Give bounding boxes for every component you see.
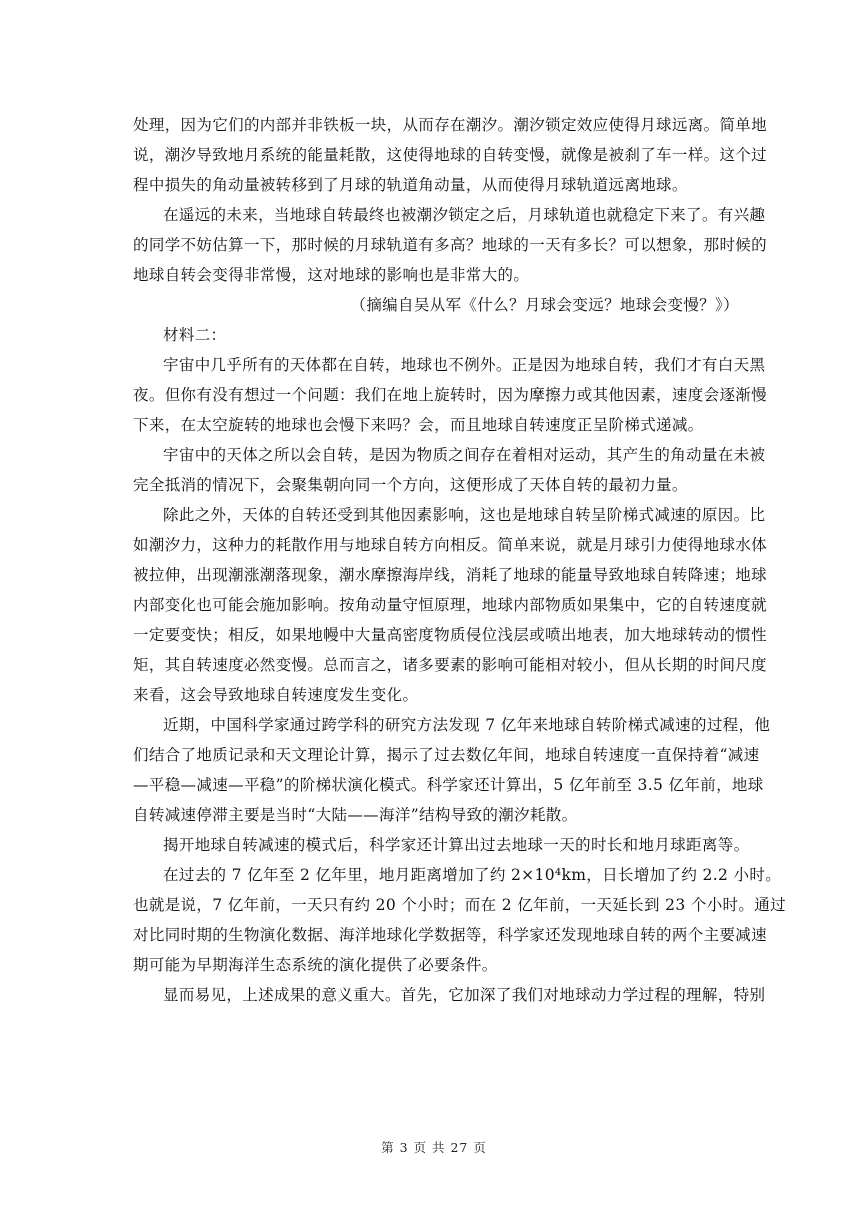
- text-line: 下来，在太空旋转的地球也会慢下来吗？会，而且地球自转速度正呈阶梯式递减。: [133, 416, 704, 434]
- text-line: 矩，其自转速度必然变慢。总而言之，诸多要素的影响可能相对较小，但从长期的时间尺度: [133, 656, 768, 674]
- section-heading: 材料二：: [163, 326, 227, 344]
- text-line: 内部变化也可能会施加影响。按角动量守恒原理，地球内部物质如果集中，它的自转速度就: [133, 596, 768, 614]
- text-line: 也就是说，7 亿年前，一天只有约 20 个小时；而在 2 亿年前，一天延长到 23 个小时。通过: [133, 896, 786, 914]
- paragraph-start-line: 近期，中国科学家通过跨学科的研究方法发现 7 亿年来地球自转阶梯式减速的过程，他: [163, 716, 771, 734]
- text-line: 的同学不妨估算一下，那时候的月球轨道有多高？地球的一天有多长？可以想象，那时候的: [133, 236, 768, 254]
- text-line: 一定要变快；相反，如果地幔中大量高密度物质侵位浅层或喷出地表，加大地球转动的惯性: [133, 626, 768, 644]
- text-line: 夜。但你有没有想过一个问题：我们在地上旋转时，因为摩擦力或其他因素，速度会逐渐慢: [133, 386, 768, 404]
- text-line: 自转减速停滞主要是当时“大陆——海洋”结构导致的潮汐耗散。: [133, 806, 578, 824]
- source-citation: （摘编自吴从军《什么？月球会变远？地球会变慢？》）: [350, 296, 739, 314]
- text-line: 说，潮汐导致地月系统的能量耗散，这使得地球的自转变慢，就像是被刹了车一样。这个过: [133, 146, 768, 164]
- page-number-footer: 第 3 页 共 27 页: [381, 1140, 487, 1155]
- text-line: 程中损失的角动量被转移到了月球的轨道角动量，从而使得月球轨道远离地球。: [133, 176, 688, 194]
- text-line: 处理，因为它们的内部并非铁板一块，从而存在潮汐。潮汐锁定效应使得月球远离。简单地: [133, 116, 768, 134]
- text-line: 完全抵消的情况下，会聚集朝向同一个方向，这便形成了天体自转的最初力量。: [133, 476, 688, 494]
- text-line: —平稳—减速—平稳”的阶梯状演化模式。科学家还计算出，5 亿年前至 3.5 亿年前，地球: [133, 776, 764, 794]
- paragraph-start-line: 在过去的 7 亿年至 2 亿年里，地月距离增加了约 2×10⁴km，日长增加了约 2.2 小时。: [163, 866, 782, 884]
- document-body: [133, 110, 786, 1010]
- paragraph-start-line: 宇宙中的天体之所以会自转，是因为物质之间存在着相对运动，其产生的角动量在未被: [163, 446, 766, 464]
- paragraph-start-line: 宇宙中几乎所有的天体都在自转，地球也不例外。正是因为地球自转，我们才有白天黑: [163, 356, 766, 374]
- paragraph-start-line: 显而易见，上述成果的意义重大。首先，它加深了我们对地球动力学过程的理解，特别: [163, 986, 766, 1004]
- text-line: 地球自转会变得非常慢，这对地球的影响也是非常大的。: [133, 266, 530, 284]
- paragraph-start-line: 除此之外，天体的自转还受到其他因素影响，这也是地球自转呈阶梯式减速的原因。比: [163, 506, 766, 524]
- text-line: 对比同时期的生物演化数据、海洋地球化学数据等，科学家还发现地球自转的两个主要减速: [133, 926, 768, 944]
- paragraph-start-line: 揭开地球自转减速的模式后，科学家还计算出过去地球一天的时长和地月球距离等。: [163, 836, 750, 854]
- text-line: 们结合了地质记录和天文理论计算，揭示了过去数亿年间，地球自转速度一直保持着“减速: [133, 746, 760, 764]
- paragraph-start-line: 在遥远的未来，当地球自转最终也被潮汐锁定之后，月球轨道也就稳定下来了。有兴趣: [163, 206, 766, 224]
- text-line: 如潮汐力，这种力的耗散作用与地球自转方向相反。简单来说，就是月球引力使得地球水体: [133, 536, 768, 554]
- text-line: 被拉伸，出现潮涨潮落现象，潮水摩擦海岸线，消耗了地球的能量导致地球自转降速；地球: [133, 566, 768, 584]
- text-line: 来看，这会导致地球自转速度发生变化。: [133, 686, 419, 704]
- text-line: 期可能为早期海洋生态系统的演化提供了必要条件。: [133, 956, 498, 974]
